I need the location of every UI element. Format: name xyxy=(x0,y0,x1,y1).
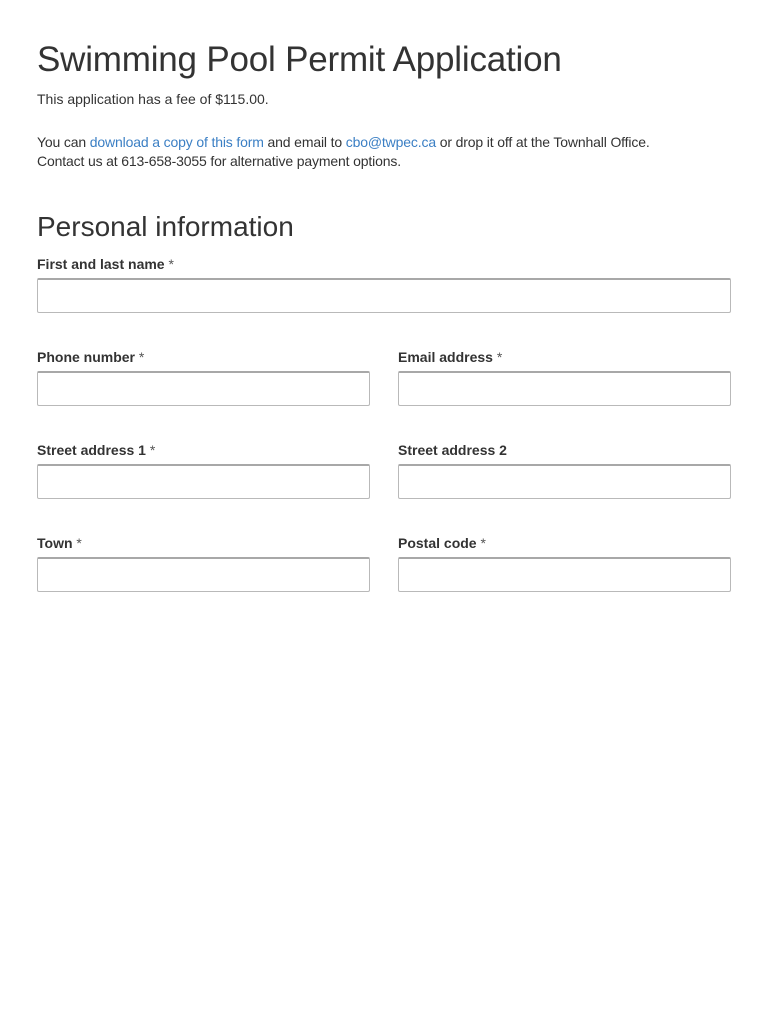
email-link[interactable]: cbo@twpec.ca xyxy=(345,134,436,150)
street1-input[interactable] xyxy=(37,464,370,499)
town-input[interactable] xyxy=(37,557,370,592)
email-label xyxy=(398,348,731,366)
town-label-text: Town xyxy=(37,535,73,551)
phone-label xyxy=(37,348,370,366)
intro-suffix: or drop it off at the Townhall Office. xyxy=(435,134,650,150)
section-title-personal-information: Personal information xyxy=(37,211,294,242)
required-asterisk: * xyxy=(76,535,82,551)
name-input[interactable] xyxy=(37,278,731,313)
postal-label xyxy=(398,534,731,552)
required-asterisk: * xyxy=(168,256,174,272)
required-asterisk: * xyxy=(149,442,156,458)
street1-label xyxy=(37,441,370,459)
street2-input[interactable] xyxy=(398,464,731,499)
postal-field-group xyxy=(398,534,731,552)
name-label xyxy=(37,255,731,273)
name-label-text: First and last name xyxy=(37,256,165,272)
street2-field-group xyxy=(398,441,731,459)
street2-label xyxy=(398,441,731,459)
required-asterisk: * xyxy=(480,535,486,551)
email-label-text: Email address xyxy=(398,349,493,365)
street1-field-group xyxy=(37,441,370,459)
required-asterisk: * xyxy=(138,349,145,365)
postal-label-text: Postal code xyxy=(398,535,477,551)
intro-middle: and email to xyxy=(263,134,346,150)
street2-label-text: Street address 2 xyxy=(398,442,507,458)
phone-input[interactable] xyxy=(37,371,370,406)
name-field-group xyxy=(37,255,731,273)
phone-field-group xyxy=(37,348,370,366)
fee-text: This application has a fee of $115.00. xyxy=(37,91,269,107)
email-input[interactable] xyxy=(398,371,731,406)
street1-label-text: Street address 1 xyxy=(37,442,146,458)
email-field-group xyxy=(398,348,731,366)
intro-prefix: You can xyxy=(37,134,90,150)
town-label xyxy=(37,534,370,552)
intro-contact-line: Contact us at 613-658-3055 for alternative payment options. xyxy=(37,153,401,169)
required-asterisk: * xyxy=(496,349,503,365)
intro-text xyxy=(37,133,731,171)
page-title: Swimming Pool Permit Application xyxy=(37,40,562,79)
phone-label-text: Phone number xyxy=(37,349,136,365)
download-form-link[interactable]: download a copy of this form xyxy=(89,134,264,150)
postal-code-input[interactable] xyxy=(398,557,731,592)
town-field-group xyxy=(37,534,370,552)
